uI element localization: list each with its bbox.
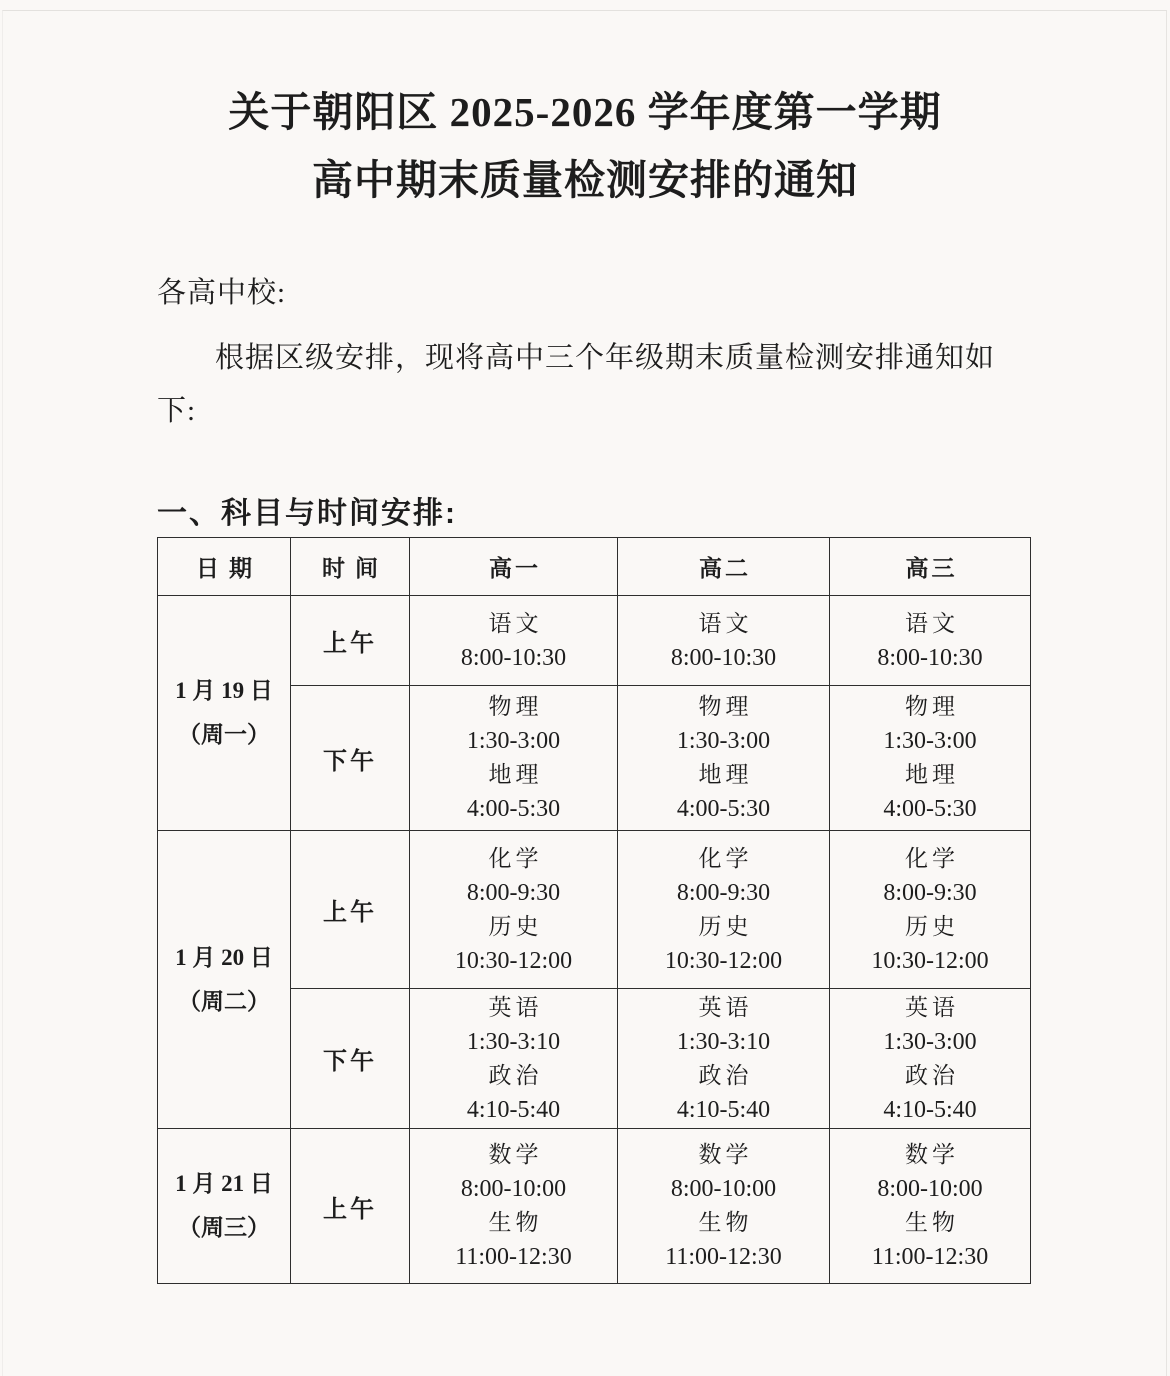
subject-time: 8:00-10:30 <box>670 644 777 671</box>
subject-time: 8:00-10:00 <box>460 1176 567 1202</box>
weekday-text: （周二） <box>178 988 270 1014</box>
subject-time: 4:00-5:30 <box>883 796 977 822</box>
weekday-text: （周一） <box>178 722 270 747</box>
session-label: 下午 <box>291 989 410 1129</box>
grade2-cell <box>618 596 830 686</box>
subject-name: 历史 <box>905 913 959 939</box>
grade1-cell <box>410 596 618 686</box>
grade3-cell <box>830 686 1031 831</box>
subject-name: 化学 <box>488 845 543 871</box>
subject-name: 英语 <box>488 994 543 1020</box>
subject-name: 语文 <box>905 610 959 636</box>
subject-time: 10:30-12:00 <box>871 947 989 974</box>
paragraph-line: 根据区级安排，现将高中三个年级期末质量检测安排通知如 <box>215 342 996 374</box>
grade3-cell <box>830 989 1031 1129</box>
subject-name: 生物 <box>488 1210 543 1235</box>
subject-name: 数学 <box>905 1142 959 1167</box>
grade2-cell <box>618 831 830 989</box>
subject-time: 11:00-12:30 <box>665 1244 782 1270</box>
intro-paragraph <box>157 332 1030 438</box>
paragraph-line: 下: <box>157 395 197 427</box>
weekday-text: （周三） <box>178 1215 270 1240</box>
grade1-cell <box>410 686 618 831</box>
subject-name: 政治 <box>488 1062 543 1088</box>
subject-time: 8:00-10:00 <box>877 1176 983 1202</box>
col-header-grade3: 高三 <box>830 538 1031 596</box>
table-row <box>158 831 1031 989</box>
subject-time: 1:30-3:10 <box>676 1028 771 1055</box>
grade2-cell <box>618 686 830 831</box>
subject-name: 英语 <box>698 994 753 1020</box>
document-title <box>0 0 1170 214</box>
subject-time: 1:30-3:00 <box>883 728 977 754</box>
subject-time: 11:00-12:30 <box>455 1244 572 1270</box>
table-row <box>158 596 1031 686</box>
subject-name: 数学 <box>698 1142 753 1167</box>
date-text: 1 月 21 日 <box>175 1171 273 1196</box>
title-line-1: 关于朝阳区 2025-2026 学年度第一学期 <box>228 89 942 135</box>
section-heading: 一、科目与时间安排: <box>157 497 457 530</box>
subject-time: 8:00-10:30 <box>460 644 567 671</box>
subject-name: 化学 <box>905 845 959 871</box>
subject-name: 语文 <box>488 610 543 636</box>
subject-time: 10:30-12:00 <box>664 947 783 974</box>
col-header-grade1: 高一 <box>410 538 618 596</box>
subject-time: 8:00-10:00 <box>670 1176 777 1202</box>
col-header-time: 时间 <box>291 538 410 596</box>
subject-time: 4:10-5:40 <box>676 1096 771 1123</box>
subject-name: 生物 <box>905 1210 959 1235</box>
subject-time: 1:30-3:10 <box>466 1028 561 1055</box>
subject-name: 物理 <box>488 694 543 719</box>
grade2-cell <box>618 1129 830 1284</box>
subject-name: 地理 <box>488 762 543 787</box>
session-label: 上午 <box>291 596 410 686</box>
grade3-cell <box>830 1129 1031 1284</box>
subject-time: 1:30-3:00 <box>466 728 561 754</box>
subject-name: 英语 <box>905 994 959 1020</box>
subject-time: 4:00-5:30 <box>676 796 771 822</box>
subject-time: 4:10-5:40 <box>883 1096 977 1123</box>
subject-name: 数学 <box>488 1142 543 1167</box>
date-text: 1 月 20 日 <box>175 944 273 970</box>
subject-time: 1:30-3:00 <box>883 1028 977 1055</box>
session-label: 上午 <box>291 1129 410 1284</box>
subject-name: 生物 <box>698 1210 753 1235</box>
grade1-cell <box>410 989 618 1129</box>
subject-name: 历史 <box>488 913 543 939</box>
subject-name: 物理 <box>905 694 959 719</box>
subject-time: 8:00-9:30 <box>466 879 561 906</box>
subject-name: 历史 <box>698 913 753 939</box>
subject-name: 地理 <box>698 762 753 787</box>
grade2-cell <box>618 989 830 1129</box>
subject-name: 政治 <box>905 1062 959 1088</box>
subject-name: 语文 <box>698 610 753 636</box>
title-line-2: 高中期末质量检测安排的通知 <box>312 157 858 203</box>
subject-time: 8:00-9:30 <box>676 879 771 906</box>
grade3-cell <box>830 596 1031 686</box>
col-header-date: 日期 <box>158 538 291 596</box>
session-label: 下午 <box>291 686 410 831</box>
subject-name: 政治 <box>698 1062 753 1088</box>
date-cell-jan20 <box>158 831 291 1129</box>
schedule-table <box>157 537 1031 1284</box>
table-header-row <box>158 538 1031 596</box>
subject-time: 4:10-5:40 <box>466 1096 561 1123</box>
date-cell-jan21 <box>158 1129 291 1284</box>
table-row <box>158 1129 1031 1284</box>
subject-name: 物理 <box>698 694 753 719</box>
subject-time: 11:00-12:30 <box>871 1244 989 1270</box>
subject-time: 8:00-10:30 <box>877 644 983 671</box>
subject-time: 10:30-12:00 <box>454 947 573 974</box>
subject-time: 1:30-3:00 <box>676 728 771 754</box>
session-label: 上午 <box>291 831 410 989</box>
document-body <box>157 267 1030 1284</box>
grade1-cell <box>410 1129 618 1284</box>
date-text: 1 月 19 日 <box>175 678 273 703</box>
subject-name: 化学 <box>698 845 753 871</box>
subject-time: 8:00-9:30 <box>883 879 977 906</box>
salutation: 各高中校: <box>157 277 287 309</box>
col-header-grade2: 高二 <box>618 538 830 596</box>
subject-name: 地理 <box>905 762 959 787</box>
date-cell-jan19 <box>158 596 291 831</box>
grade3-cell <box>830 831 1031 989</box>
subject-time: 4:00-5:30 <box>466 796 561 822</box>
grade1-cell <box>410 831 618 989</box>
